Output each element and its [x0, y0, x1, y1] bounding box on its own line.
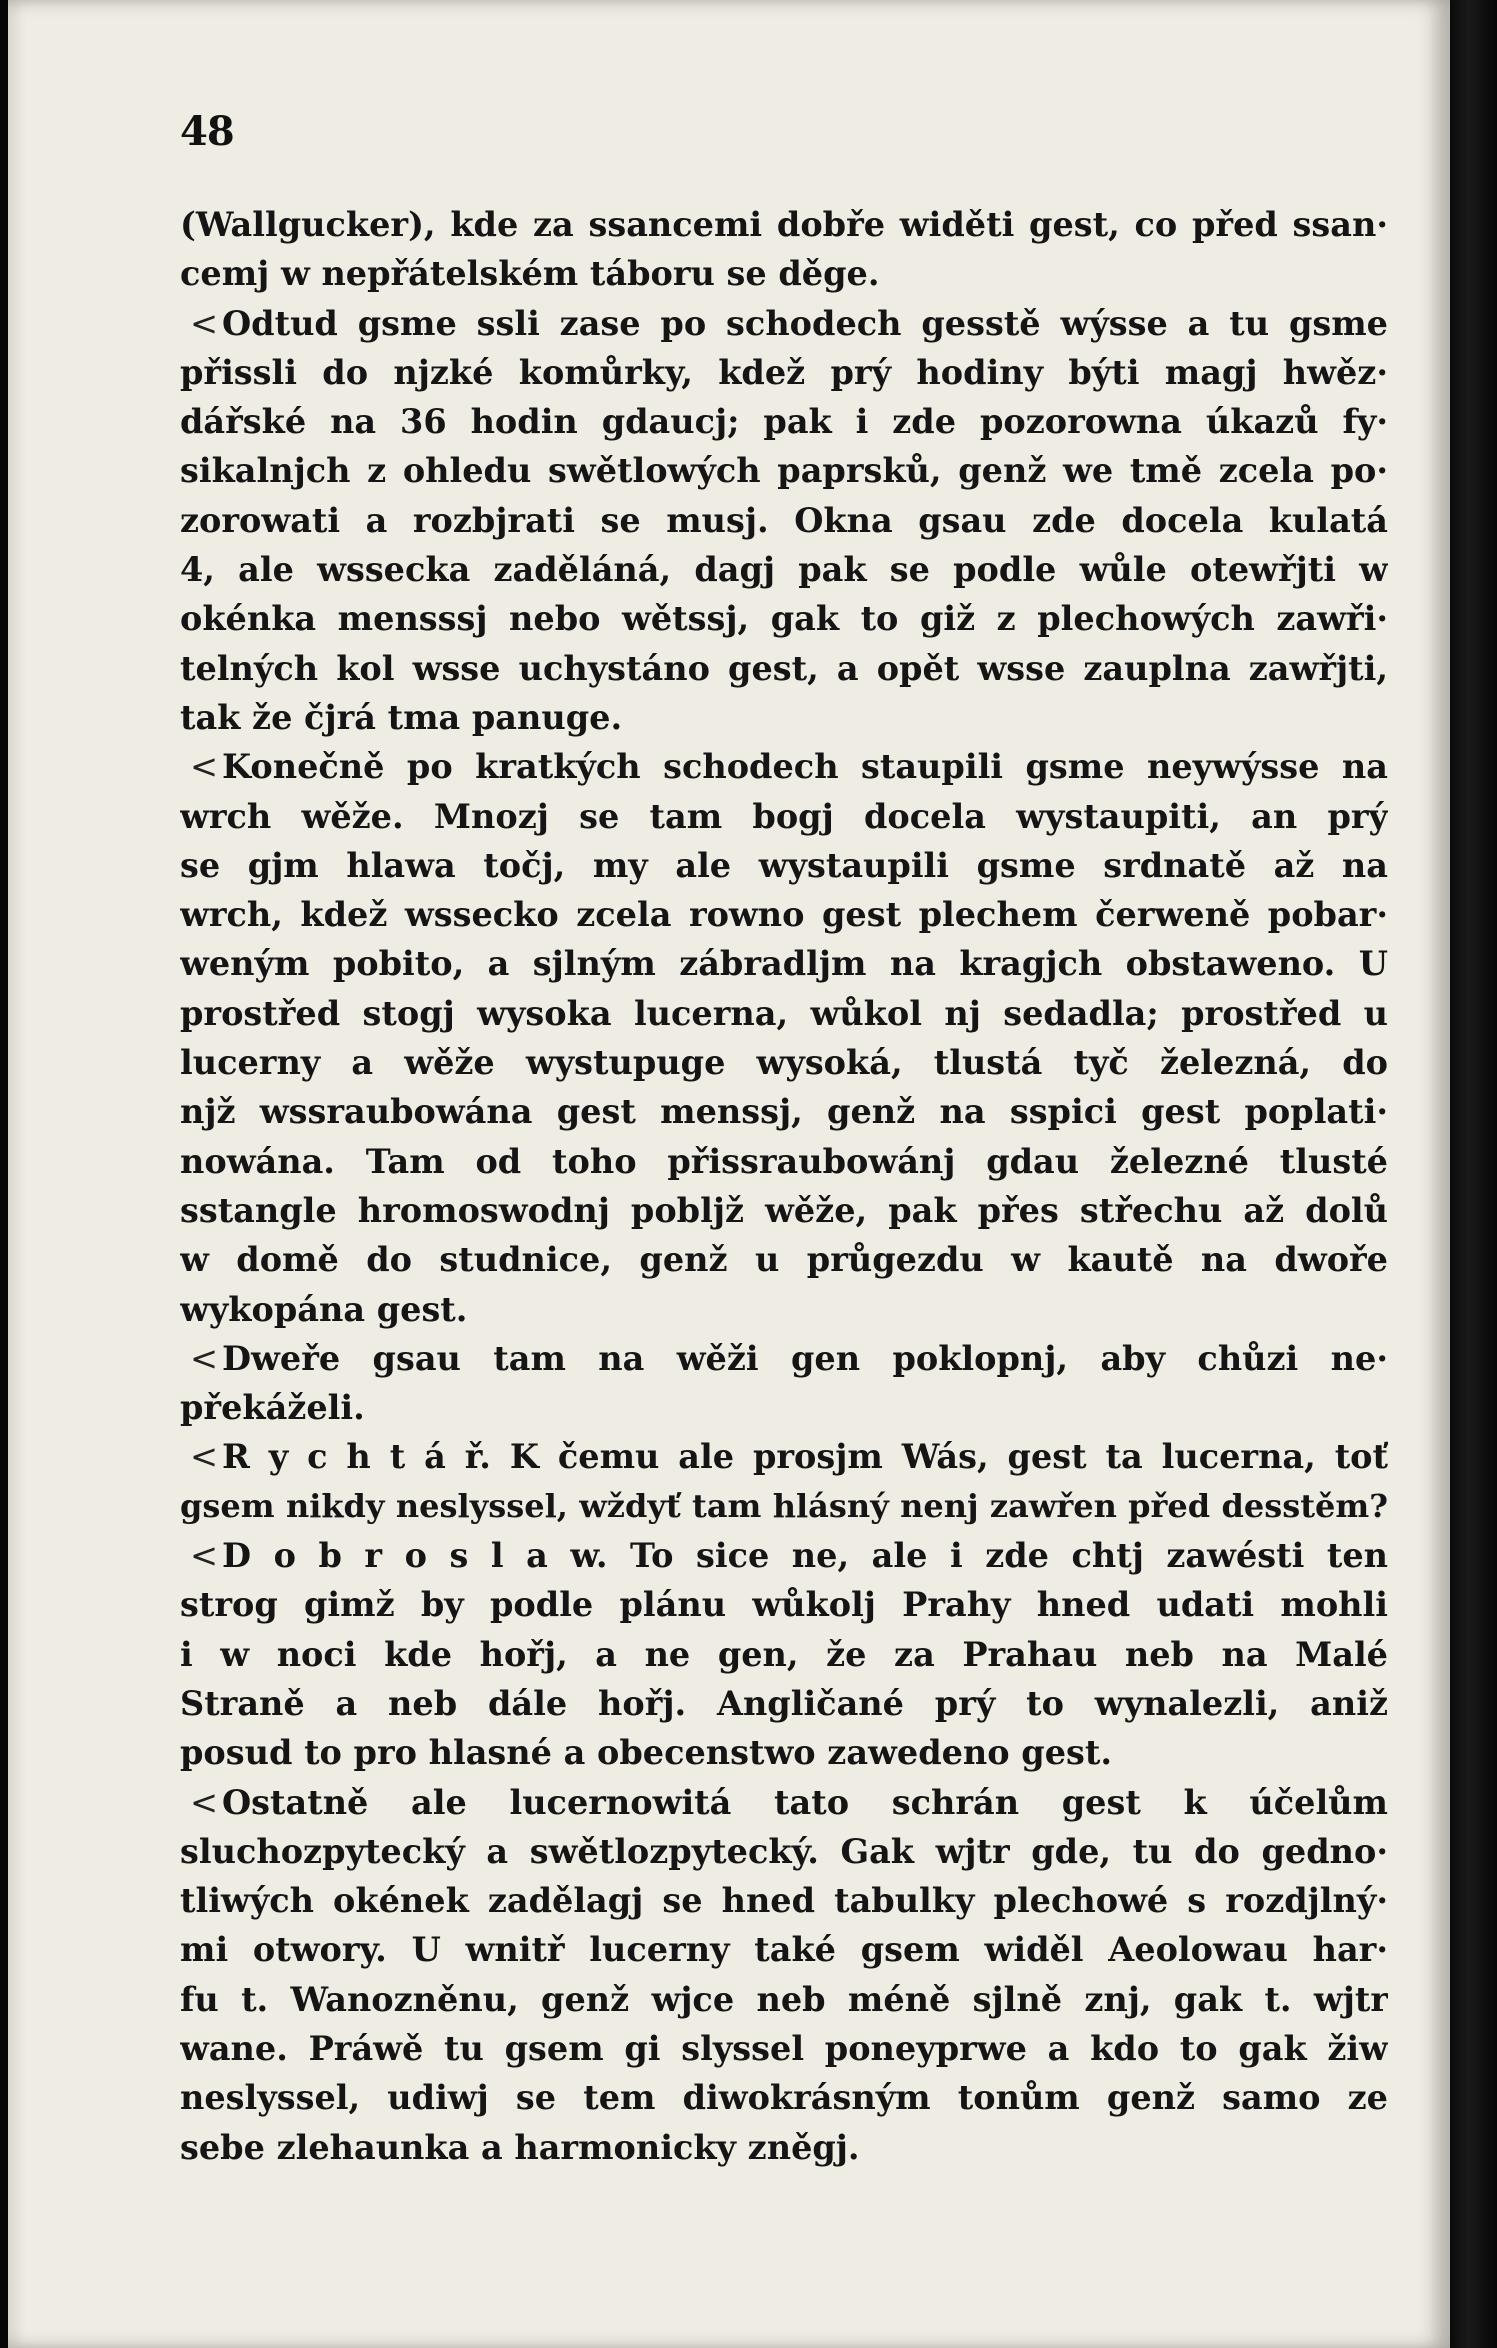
paragraph-mark-icon	[190, 1778, 216, 1827]
text-line	[180, 1580, 1388, 1629]
line-text: Ostatně ale lucernowitá tato schrán gest k účelům	[222, 1782, 1388, 1822]
line-text: neslyssel, udiwj se tem diwokrásným tonům genž samo ze	[180, 2078, 1388, 2118]
line-text: njž wssraubowána gest menssj, genž na sspici gest poplati·	[180, 1092, 1388, 1132]
line-text: Straně a neb dále hořj. Angličané prý to wynalezli, aniž	[180, 1683, 1388, 1723]
text-line	[180, 545, 1388, 594]
line-text: mi otwory. U wnitř lucerny také gsem widěl Aeolowau har·	[180, 1930, 1388, 1970]
text-line	[180, 890, 1388, 939]
line-text: dářské na 36 hodin gdaucj; pak i zde pozorowna úkazů fy·	[180, 402, 1388, 442]
page-edge-shadow	[1450, 0, 1497, 2348]
line-text: tliwých okének zadělagj se hned tabulky plechowé s rozdjlný·	[180, 1881, 1388, 1921]
line-text: posud to pro hlasné a obecenstwo zawedeno gest.	[180, 1733, 1113, 1773]
text-line	[180, 1728, 1388, 1777]
line-text: Dweře gsau tam na wěži gen poklopnj, aby chůzi ne·	[222, 1338, 1388, 1378]
text-line	[180, 742, 1388, 791]
text-line	[180, 397, 1388, 446]
text-line	[180, 1778, 1388, 1827]
line-text: sluchozpytecký a swětlozpytecký. Gak wjtr gde, tu do gedno·	[180, 1831, 1388, 1871]
text-line	[180, 693, 1388, 742]
text-line	[180, 1531, 1388, 1580]
line-text: lucerny a wěže wystupuge wysoká, tlustá tyč železná, do	[180, 1043, 1388, 1083]
line-text: sstangle hromoswodnj pobljž wěže, pak přes střechu až dolů	[180, 1190, 1388, 1230]
text-line	[180, 1038, 1388, 1087]
text-line	[180, 1630, 1388, 1679]
text-line	[180, 989, 1388, 1038]
text-line	[180, 200, 1388, 249]
page-paper	[8, 0, 1450, 2348]
text-line	[180, 1679, 1388, 1728]
line-text: R y c h t á ř. K čemu ale prosjm Wás, gest ta lucerna, toť	[222, 1437, 1388, 1477]
line-text: cemj w nepřátelském táboru se děge.	[180, 254, 880, 294]
page-number: 48	[180, 108, 234, 155]
line-text: fu t. Wanozněnu, genž wjce neb méně sjlně znj, gak t. wjtr	[180, 1979, 1388, 2019]
line-text: Konečně po kratkých schodech staupili gsme neywýsse na	[222, 747, 1388, 787]
text-line	[180, 446, 1388, 495]
paragraph-mark-icon	[190, 742, 216, 791]
line-text: wane. Práwě tu gsem gi slyssel poneyprwe a kdo to gak žiw	[180, 2028, 1388, 2068]
text-line	[180, 1925, 1388, 1974]
line-text: nowána. Tam od toho přissraubowánj gdau železné tlusté	[180, 1141, 1388, 1181]
text-line	[180, 594, 1388, 643]
text-line	[180, 1876, 1388, 1925]
line-text: Odtud gsme ssli zase po schodech gesstě wýsse a tu gsme	[222, 303, 1388, 343]
line-text: (Wallgucker), kde za ssancemi dobře widěti gest, co před ssan·	[180, 205, 1388, 244]
line-text: weným pobito, a sjlným zábradljm na kragjch obstaweno. U	[180, 944, 1388, 984]
paragraph-mark-icon	[190, 1432, 216, 1481]
paragraph-mark-icon	[190, 299, 216, 348]
text-line	[180, 939, 1388, 988]
line-text: wrch wěže. Mnozj se tam bogj docela wystaupiti, an prý	[180, 796, 1388, 836]
line-text: i w noci kde hořj, a ne gen, že za Prahau neb na Malé	[180, 1634, 1388, 1674]
line-text: prostřed stogj wysoka lucerna, wůkol nj sedadla; prostřed u	[180, 993, 1388, 1033]
text-line	[180, 1087, 1388, 1136]
line-text: D o b r o s l a w. To sice ne, ale i zde chtj zawésti ten	[222, 1536, 1388, 1576]
text-line	[180, 1186, 1388, 1235]
text-line	[180, 1137, 1388, 1186]
text-line	[180, 1975, 1388, 2024]
text-line	[180, 1285, 1388, 1334]
line-text: gsem nikdy neslyssel, wždyť tam hlásný nenj zawřen před desstěm?	[180, 1486, 1388, 1525]
text-line	[180, 348, 1388, 397]
text-line	[180, 644, 1388, 693]
text-line	[180, 1482, 1388, 1531]
line-text: sikalnjch z ohledu swětlowých paprsků, genž we tmě zcela po·	[180, 451, 1388, 491]
body-text	[180, 200, 1388, 2172]
text-line	[180, 841, 1388, 890]
paragraph-mark-icon	[190, 1334, 216, 1383]
text-line	[180, 2123, 1388, 2172]
line-text: přissli do njzké komůrky, kdež prý hodiny býti magj hwěz·	[180, 352, 1388, 392]
line-text: strog gimž by podle plánu wůkolj Prahy hned udati mohli	[180, 1585, 1388, 1625]
text-line	[180, 1827, 1388, 1876]
text-line	[180, 249, 1388, 298]
line-text: překáželi.	[180, 1388, 365, 1428]
line-text: tak že čjrá tma panuge.	[180, 697, 623, 737]
text-line	[180, 299, 1388, 348]
line-text: zorowati a rozbjrati se musj. Okna gsau zde docela kulatá	[180, 500, 1388, 540]
text-line	[180, 1432, 1388, 1481]
text-line	[180, 792, 1388, 841]
line-text: wykopána gest.	[180, 1289, 468, 1329]
line-text: okénka mensssj nebo wětssj, gak to giž z plechowých zawři·	[180, 599, 1388, 639]
line-text: 4, ale wssecka zaděláná, dagj pak se podle wůle otewřjti w	[180, 550, 1388, 590]
text-line	[180, 1383, 1388, 1432]
paragraph-mark-icon	[190, 1531, 216, 1580]
line-text: telných kol wsse uchystáno gest, a opět wsse zauplna zawřjti,	[180, 648, 1388, 688]
line-text: w domě do studnice, genž u průgezdu w kautě na dwoře	[180, 1240, 1388, 1280]
text-line	[180, 2024, 1388, 2073]
text-line	[180, 2073, 1388, 2122]
text-line	[180, 1334, 1388, 1383]
line-text: se gjm hlawa točj, my ale wystaupili gsme srdnatě až na	[180, 845, 1388, 885]
line-text: sebe zlehaunka a harmonicky zněgj.	[180, 2127, 860, 2167]
text-line	[180, 1235, 1388, 1284]
line-text: wrch, kdež wssecko zcela rowno gest plechem čerweně pobar·	[180, 895, 1388, 935]
text-line	[180, 496, 1388, 545]
